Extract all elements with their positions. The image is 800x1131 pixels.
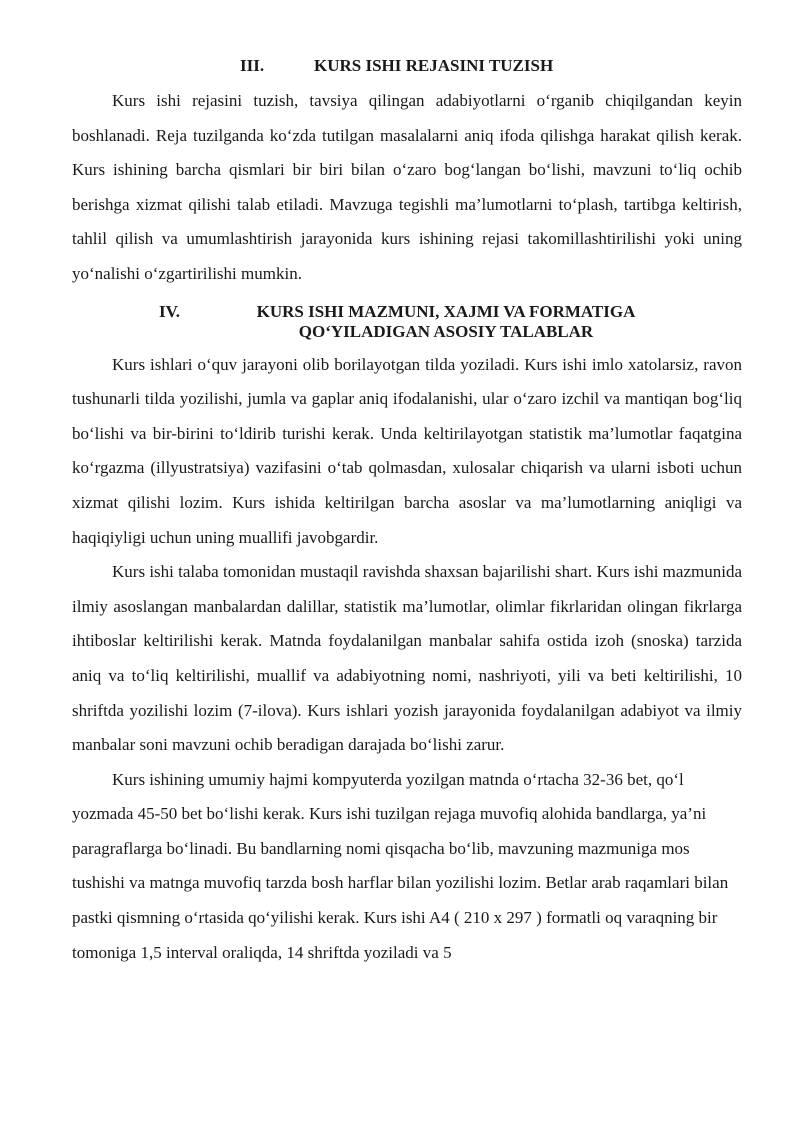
section-3-heading [72, 56, 742, 76]
section-4-paragraph-3: Kurs ishining umumiy hajmi kompyuterda yozilgan matnda o‘rtacha 32-36 bet, qo‘l yozmada 45-50 bet bo‘lishi kerak. Kurs ishi tuzilgan rejaga muvofiq alohida bandlarga, ya’ni paragraflarga bo‘linadi. Bu bandlarning nomi qisqacha bo‘lib, mavzuning mazmuniga mos tushishi va matnga muvofiq tarzda bosh harflar bilan yozilishi lozim. Betlar arab raqamlari bilan pastki qismning o‘rtasida qo‘yilishi kerak. Kurs ishi A4 ( 210 x 297 ) formatli oq varaqning bir tomoniga 1,5 interval oraliqda, 14 shriftda yoziladi va 5 [72, 769, 729, 962]
section-4-title-line-1: KURS ISHI MAZMUNI, XAJMI VA FORMATIGA [256, 301, 636, 321]
section-4-paragraph-2: Kurs ishi talaba tomonidan mustaqil ravishda shaxsan bajarilishi shart. Kurs ishi mazmunida ilmiy asoslangan manbalardan dalillar, statistik ma’lumotlar, olimlar fikrlaridan olingan fikrlarga ihtiboslar keltirilishi kerak. Matnda foydalanilgan manbalar sahifa ostida izoh (snoska) tarzida aniq va to‘liq keltirilishi, muallif va adabiyotning nomi, nashriyoti, yili va beti keltirilishi, 10 shriftda yozilishi lozim (7-ilova). Kurs ishlari yozish jarayonida foydalanilgan adabiyot va ilmiy manbalar soni mavzuni ochib beradigan darajada bo‘lishi zarur. [72, 562, 742, 755]
section-4-heading [72, 302, 742, 342]
section-3-title: KURS ISHI REJASINI TUZISH [314, 56, 554, 75]
section-4-paragraph-1: Kurs ishlari o‘quv jarayoni olib borilayotgan tilda yoziladi. Kurs ishi imlo xatolarsiz, ravon tushunarli tilda yozilishi, jumla va gaplar aniq ifodalanishi, ular o‘zaro izchil va mantiqan bog‘liq bo‘lishi va bir-birini to‘ldirib turishi kerak. Unda keltirilayotgan statistik ma’lumotlar faqatgina ko‘rgazma (illyustratsiya) vazifasini o‘tab qolmasdan, xulosalar chiqarish va ularni isboti uchun xizmat qilishi lozim. Kurs ishida keltirilgan barcha asoslar va ma’lumotlarning aniqligi va haqiqiyligi uchun uning muallifi javobgardir. [72, 354, 742, 547]
section-4-title [233, 302, 659, 342]
section-4-title-line-2: QO‘YILADIGAN ASOSIY TALABLAR [298, 321, 594, 341]
document-page [72, 56, 742, 970]
section-4-number: IV. [159, 301, 180, 321]
section-3-number: III. [240, 56, 265, 75]
section-3-paragraph: Kurs ishi rejasini tuzish, tavsiya qilingan adabiyotlarni o‘rganib chiqilgandan keyin boshlanadi. Reja tuzilganda ko‘zda tutilgan masalalarni aniq ifoda qilishga harakat qilish kerak. Kurs ishining barcha qismlari bir biri bilan o‘zaro bog‘langan bo‘lishi, mavzuni to‘liq ochib berishga xizmat qilishi talab etiladi. Mavzuga tegishli ma’lumotlarni to‘plash, tartibga keltirish, tahlil qilish va umumlashtirish jarayonida kurs ishining rejasi takomillashtirilishi yoki uning yo‘nalishi o‘zgartirilishi mumkin. [72, 91, 742, 283]
